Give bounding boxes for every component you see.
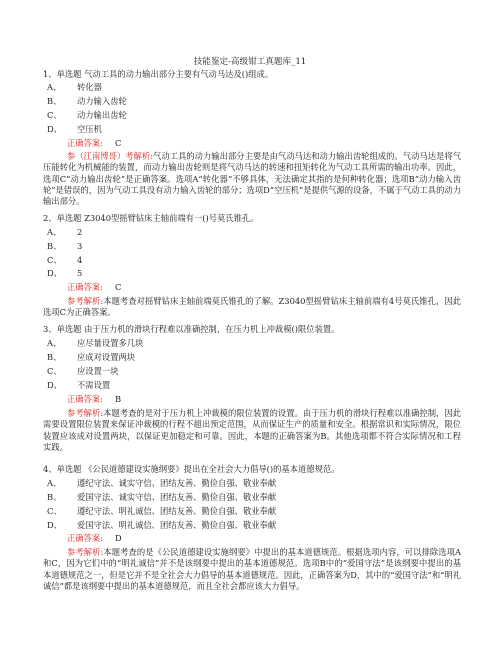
option-letter: A、 <box>47 82 62 92</box>
answer-value: C <box>114 138 122 148</box>
analysis-label: 参考解析: <box>67 296 104 306</box>
answer-value: D <box>114 533 122 543</box>
document-title: 技能鉴定-高级钳工真题库_11 <box>193 57 307 67</box>
option-text: 不需设置 <box>77 380 111 390</box>
option-text: 4 <box>77 255 83 265</box>
option-text: 动力输出齿轮 <box>77 110 127 120</box>
option-text: 转化器 <box>77 82 102 92</box>
option-text: 2 <box>77 227 83 237</box>
answer-value: B <box>114 394 122 404</box>
question-4-analysis <box>43 547 461 592</box>
option-letter: C、 <box>47 255 62 265</box>
question-1-stem: 1、单选题 气动工具的动力输出部分主要有气动马达及()组成。 <box>43 69 274 79</box>
option-text: 爱国守法、明礼诚信、团结友善、勤俭自强、敬业奉献 <box>77 520 277 530</box>
option-letter: A、 <box>47 227 62 237</box>
option-text: 应设置一块 <box>77 366 119 376</box>
option-letter: A、 <box>47 478 62 488</box>
question-1-analysis <box>43 151 461 207</box>
option-text: 应成对设置两块 <box>77 352 136 362</box>
option-text: 爱国守法、诚实守信、团结友善、勤俭自强、敬业奉献 <box>77 492 277 502</box>
option-text: 应尽量设置多几块 <box>77 338 144 348</box>
analysis-label: 参（江南博哥）考解析: <box>67 151 154 161</box>
question-1-answer <box>67 138 121 149</box>
option-text: 空压机 <box>77 124 102 134</box>
question-2-answer <box>67 282 121 293</box>
option-letter: C、 <box>47 366 62 376</box>
option-letter: B、 <box>47 492 62 502</box>
option-letter: A、 <box>47 338 62 348</box>
option-text: 遵纪守法、明礼诚信、团结友善、勤俭自强、敬业奉献 <box>77 506 277 516</box>
option-text: 3 <box>77 241 83 251</box>
analysis-label: 参考解析: <box>67 408 104 418</box>
option-letter: B、 <box>47 352 62 362</box>
answer-label: 正确答案: <box>67 394 103 404</box>
analysis-text: 本题考查对摇臂钻床主轴前端莫氏锥孔的了解。Z3040型摇臂钻床主轴前端有4号莫氏锥孔，因此选项C为正确答案。 <box>43 296 461 318</box>
analysis-text: 气动工具的动力输出部分主要是由气动马达和动力输出齿轮组成的。气动马达是将气压能转化为机械能的装置，而动力输出齿轮则是将气动马达的转速和扭矩转化为气动工具所需的输出功率。因此，选项C“动力输出齿轮”是正确答案。选项A“转化器”不够具体，无法确定其指的是何种转化器；选项B“动力输入齿轮”是错误的，因为气动工具没有动力输入齿轮的部分；选项D“空压机”是提供气源的设备，不属于气动工具的动力输出部分。 <box>43 151 461 207</box>
question-4-answer <box>67 533 122 544</box>
answer-label: 正确答案: <box>67 138 103 148</box>
option-text: 动力输入齿轮 <box>77 96 127 106</box>
option-letter: D、 <box>47 124 62 134</box>
option-letter: D、 <box>47 268 62 278</box>
question-4-stem: 4、单选题 《公民道德建设实施纲要》提出在全社会大力倡导()的基本道德规范。 <box>43 464 340 474</box>
option-text: 遵纪守法、诚实守信、团结友善、勤俭自强、敬业奉献 <box>77 478 277 488</box>
question-3-analysis <box>43 408 461 453</box>
answer-label: 正确答案: <box>67 282 103 292</box>
analysis-text: 本题考查的是对于压力机上冲裁模的限位装置的设置。由于压力机的滑块行程难以准确控制，因此需要设置限位装置来保证冲裁模的行程不超出预定范围，从而保证生产的质量和安全。根据常识和实际情况，限位装置应该成对设置两块，以保证更加稳定和可靠。因此，本题的正确答案为B。其他选项都不符合实际情况和工程实践。 <box>43 408 461 452</box>
option-letter: D、 <box>47 380 62 390</box>
option-letter: C、 <box>47 110 62 120</box>
option-text: 5 <box>77 268 83 278</box>
question-3-answer <box>67 394 121 405</box>
question-3-stem: 3、单选题 由于压力机的滑块行程难以准确控制，在压力机上冲裁模()限位装置。 <box>43 324 340 334</box>
option-letter: D、 <box>47 520 62 530</box>
question-2-stem: 2、单选题 Z3040型摇臂钻床主轴前端有一()号莫氏锥孔。 <box>43 213 259 223</box>
question-2-analysis <box>43 296 461 319</box>
analysis-text: 本题考查的是《公民道德建设实施纲要》中提出的基本道德规范。根据选项内容，可以排除选项A和C，因为它们中的“明礼诚信”并不是该纲要中提出的基本道德规范。选项B中的“爱国守法”是该纲要中提出的基本道德规范之一，但是它并不是全社会大力倡导的基本道德规范。因此，正确答案为D，其中的“爱国守法”和“明礼诚信”都是该纲要中提出的基本道德规范，而且全社会都应该大力倡导。 <box>43 547 462 591</box>
analysis-label: 参考解析: <box>67 547 104 557</box>
option-letter: B、 <box>47 96 62 106</box>
option-letter: C、 <box>47 506 62 516</box>
option-letter: B、 <box>47 241 62 251</box>
answer-label: 正确答案: <box>67 533 103 543</box>
answer-value: C <box>114 282 122 292</box>
